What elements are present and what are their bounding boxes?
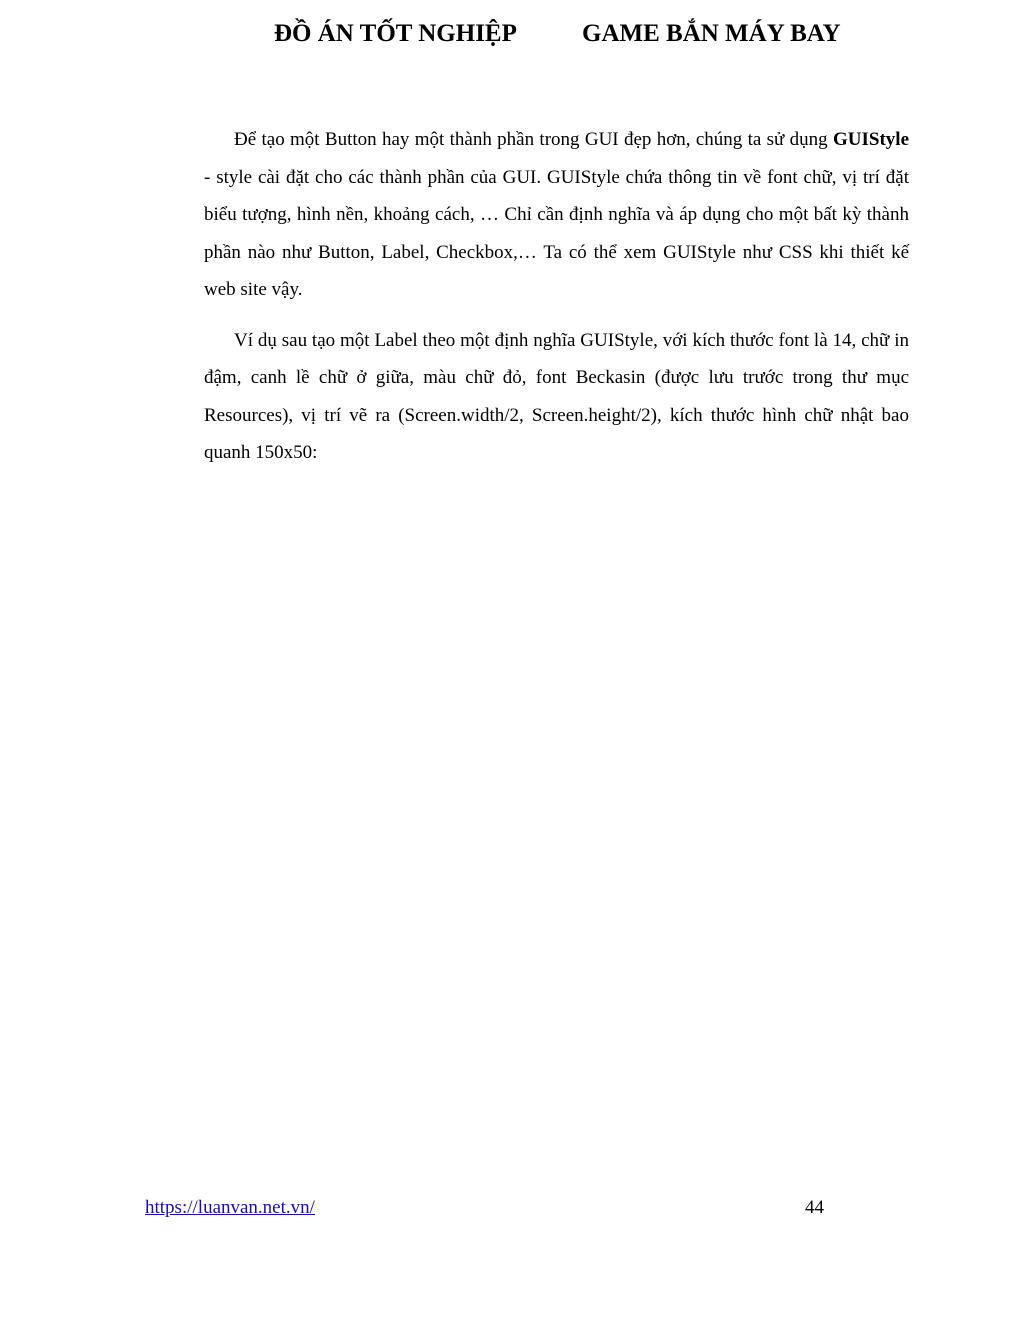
page-number: 44	[805, 1197, 824, 1218]
guistyle-bold-term: GUIStyle	[833, 129, 909, 150]
paragraph-guistyle-intro	[204, 121, 909, 309]
footer-website-link[interactable]: https://luanvan.net.vn/	[145, 1197, 315, 1218]
document-type-title: ĐỒ ÁN TỐT NGHIỆP	[274, 20, 517, 47]
paragraph-rest-text: - style cài đặt cho các thành phần của GUI. GUIStyle chứa thông tin về font chữ, vị trí đặt biểu tượng, hình nền, khoảng cách, … Chỉ cần định nghĩa và áp dụng cho một bất kỳ thành phần nào như Button, Label, Checkbox,… Ta có thể xem GUIStyle như CSS khi thiết kế web site vậy.	[204, 166, 909, 300]
project-title: GAME BẮN MÁY BAY	[582, 20, 841, 47]
body-text	[204, 121, 909, 472]
page-header	[0, 20, 1024, 56]
page-footer	[0, 1197, 1024, 1225]
paragraph-lead-text: Để tạo một Button hay một thành phần trong GUI đẹp hơn, chúng ta sử dụng	[234, 129, 833, 150]
paragraph-label-example: Ví dụ sau tạo một Label theo một định nghĩa GUIStyle, với kích thước font là 14, chữ in đậm, canh lề chữ ở giữa, màu chữ đỏ, font Beckasin (được lưu trước trong thư mục Resources), vị trí vẽ ra (Screen.width/2, Screen.height/2), kích thước hình chữ nhật bao quanh 150x50:	[204, 329, 909, 463]
